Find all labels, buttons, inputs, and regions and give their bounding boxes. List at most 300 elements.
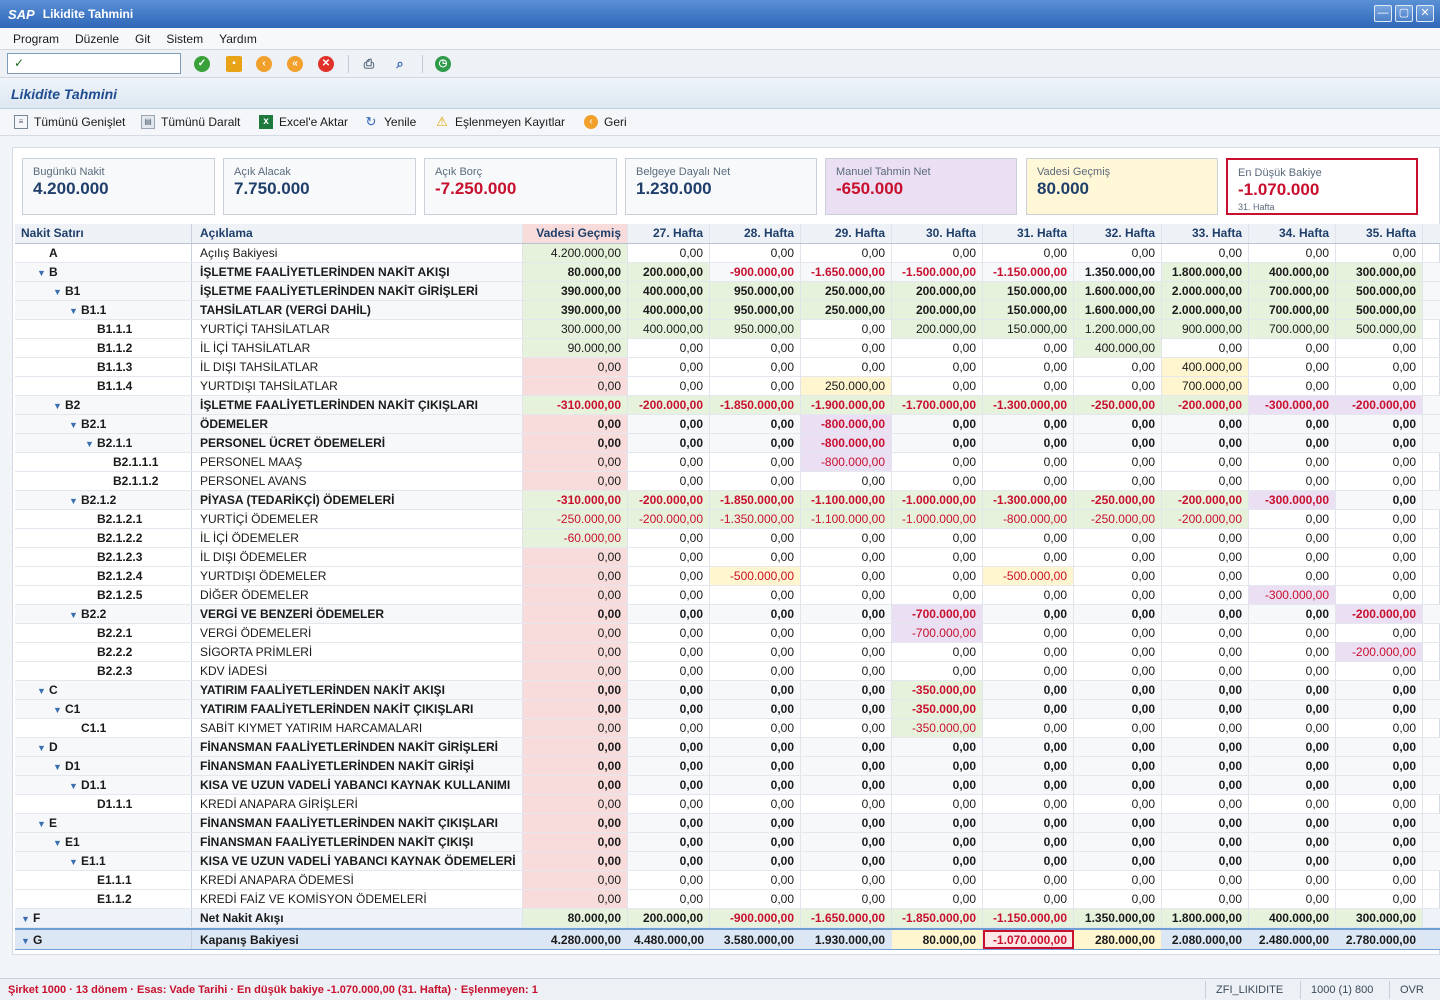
value-cell[interactable]: 0,00 bbox=[1074, 662, 1162, 680]
value-cell[interactable]: 0,00 bbox=[710, 244, 801, 262]
value-cell[interactable]: 400.000,00 bbox=[1249, 263, 1336, 281]
value-cell[interactable]: 2.080.000,00 bbox=[1162, 930, 1249, 949]
value-cell[interactable]: 700.000,00 bbox=[1162, 377, 1249, 395]
value-cell[interactable]: -500.000,00 bbox=[710, 567, 801, 585]
value-cell[interactable]: 3.580.000,00 bbox=[710, 930, 801, 949]
value-cell[interactable]: 400.000,00 bbox=[1162, 358, 1249, 376]
value-cell[interactable]: 0,00 bbox=[523, 852, 628, 870]
expand-caret-icon[interactable]: ▼ bbox=[37, 686, 46, 696]
table-row[interactable] bbox=[15, 548, 1440, 567]
row-code[interactable] bbox=[15, 662, 192, 680]
value-cell[interactable]: 0,00 bbox=[1336, 377, 1423, 395]
row-code[interactable] bbox=[15, 282, 192, 300]
value-cell[interactable]: 0,00 bbox=[801, 244, 892, 262]
value-cell[interactable]: 0,00 bbox=[1074, 605, 1162, 623]
value-cell[interactable]: 0,00 bbox=[1249, 871, 1336, 889]
value-cell[interactable]: 0,00 bbox=[710, 453, 801, 471]
value-cell[interactable]: 0,00 bbox=[1336, 681, 1423, 699]
value-cell[interactable]: -800.000,00 bbox=[801, 415, 892, 433]
value-cell[interactable]: 0,00 bbox=[1249, 434, 1336, 452]
value-cell[interactable]: 0,00 bbox=[892, 339, 983, 357]
expand-caret-icon[interactable]: ▼ bbox=[21, 914, 30, 924]
back-button[interactable]: ‹ Geri bbox=[584, 115, 627, 129]
value-cell[interactable]: 0,00 bbox=[1074, 624, 1162, 642]
value-cell[interactable]: 390.000,00 bbox=[523, 301, 628, 319]
expand-caret-icon[interactable]: ▼ bbox=[69, 610, 78, 620]
value-cell[interactable]: 0,00 bbox=[1162, 833, 1249, 851]
value-cell[interactable]: 0,00 bbox=[1074, 738, 1162, 756]
value-cell[interactable]: 150.000,00 bbox=[983, 282, 1074, 300]
value-cell[interactable]: 0,00 bbox=[1162, 795, 1249, 813]
value-cell[interactable]: 0,00 bbox=[983, 890, 1074, 908]
value-cell[interactable]: 0,00 bbox=[801, 567, 892, 585]
value-cell[interactable]: 0,00 bbox=[1074, 643, 1162, 661]
value-cell[interactable]: 950.000,00 bbox=[710, 301, 801, 319]
value-cell[interactable]: -310.000,00 bbox=[523, 491, 628, 509]
value-cell[interactable]: 0,00 bbox=[983, 852, 1074, 870]
value-cell[interactable]: 0,00 bbox=[892, 529, 983, 547]
value-cell[interactable]: 1.200.000,00 bbox=[1074, 320, 1162, 338]
value-cell[interactable]: 0,00 bbox=[1074, 358, 1162, 376]
value-cell[interactable]: 0,00 bbox=[801, 529, 892, 547]
value-cell[interactable]: -1.700.000,00 bbox=[892, 396, 983, 414]
row-code[interactable] bbox=[15, 377, 192, 395]
value-cell[interactable]: 0,00 bbox=[523, 700, 628, 718]
table-row[interactable] bbox=[15, 833, 1440, 852]
row-code[interactable] bbox=[15, 415, 192, 433]
value-cell[interactable]: 0,00 bbox=[1074, 586, 1162, 604]
value-cell[interactable]: 0,00 bbox=[1162, 776, 1249, 794]
value-cell[interactable]: 0,00 bbox=[1336, 833, 1423, 851]
row-code[interactable] bbox=[15, 681, 192, 699]
value-cell[interactable]: 0,00 bbox=[892, 662, 983, 680]
value-cell[interactable]: 0,00 bbox=[1162, 339, 1249, 357]
value-cell[interactable]: 0,00 bbox=[983, 472, 1074, 490]
expand-caret-icon[interactable]: ▼ bbox=[69, 857, 78, 867]
value-cell[interactable]: 0,00 bbox=[801, 339, 892, 357]
row-code[interactable] bbox=[15, 301, 192, 319]
value-cell[interactable]: 0,00 bbox=[801, 681, 892, 699]
value-cell[interactable]: 0,00 bbox=[983, 244, 1074, 262]
value-cell[interactable]: -1.070.000,00 bbox=[983, 930, 1074, 949]
value-cell[interactable]: -1.650.000,00 bbox=[801, 263, 892, 281]
value-cell[interactable]: 0,00 bbox=[1074, 700, 1162, 718]
value-cell[interactable]: 4.200.000,00 bbox=[523, 244, 628, 262]
value-cell[interactable]: 0,00 bbox=[892, 738, 983, 756]
value-cell[interactable]: -700.000,00 bbox=[892, 605, 983, 623]
value-cell[interactable]: 0,00 bbox=[983, 358, 1074, 376]
value-cell[interactable]: 0,00 bbox=[1074, 529, 1162, 547]
value-cell[interactable]: 0,00 bbox=[1249, 510, 1336, 528]
value-cell[interactable]: 0,00 bbox=[1336, 529, 1423, 547]
value-cell[interactable]: -900.000,00 bbox=[710, 909, 801, 927]
table-row[interactable] bbox=[15, 605, 1440, 624]
value-cell[interactable]: 0,00 bbox=[523, 586, 628, 604]
column-header[interactable]: 28. Hafta bbox=[710, 224, 801, 243]
table-row[interactable] bbox=[15, 263, 1440, 282]
close-window-button[interactable]: ✕ bbox=[1416, 5, 1434, 22]
row-code[interactable] bbox=[15, 358, 192, 376]
value-cell[interactable]: 80.000,00 bbox=[523, 263, 628, 281]
value-cell[interactable]: 500.000,00 bbox=[1336, 301, 1423, 319]
value-cell[interactable]: 0,00 bbox=[1336, 795, 1423, 813]
value-cell[interactable]: 4.480.000,00 bbox=[628, 930, 710, 949]
menu-duzenle[interactable]: Düzenle bbox=[75, 31, 120, 46]
value-cell[interactable]: 0,00 bbox=[892, 453, 983, 471]
value-cell[interactable]: 0,00 bbox=[710, 415, 801, 433]
refresh-button[interactable]: ↻ Yenile bbox=[365, 114, 417, 129]
value-cell[interactable]: 0,00 bbox=[628, 700, 710, 718]
value-cell[interactable]: 0,00 bbox=[1074, 795, 1162, 813]
row-code[interactable] bbox=[15, 339, 192, 357]
row-code[interactable] bbox=[15, 776, 192, 794]
row-code[interactable] bbox=[15, 643, 192, 661]
value-cell[interactable]: 0,00 bbox=[1074, 814, 1162, 832]
value-cell[interactable]: 0,00 bbox=[628, 339, 710, 357]
value-cell[interactable]: 0,00 bbox=[983, 415, 1074, 433]
table-row[interactable] bbox=[15, 586, 1440, 605]
value-cell[interactable]: 0,00 bbox=[983, 700, 1074, 718]
value-cell[interactable]: 0,00 bbox=[1162, 681, 1249, 699]
back-nav-icon[interactable]: ‹ bbox=[256, 56, 272, 72]
value-cell[interactable]: 150.000,00 bbox=[983, 301, 1074, 319]
expand-caret-icon[interactable]: ▼ bbox=[69, 781, 78, 791]
value-cell[interactable]: 0,00 bbox=[1249, 453, 1336, 471]
column-header[interactable]: Nakit Satırı bbox=[15, 224, 192, 243]
value-cell[interactable]: 0,00 bbox=[1336, 548, 1423, 566]
value-cell[interactable]: 0,00 bbox=[1074, 833, 1162, 851]
value-cell[interactable]: 0,00 bbox=[1336, 814, 1423, 832]
expand-caret-icon[interactable]: ▼ bbox=[69, 420, 78, 430]
value-cell[interactable]: 0,00 bbox=[1336, 586, 1423, 604]
value-cell[interactable]: 0,00 bbox=[983, 871, 1074, 889]
value-cell[interactable]: 0,00 bbox=[628, 871, 710, 889]
value-cell[interactable]: 0,00 bbox=[801, 320, 892, 338]
value-cell[interactable]: 500.000,00 bbox=[1336, 320, 1423, 338]
value-cell[interactable]: 0,00 bbox=[983, 434, 1074, 452]
value-cell[interactable]: 0,00 bbox=[1249, 681, 1336, 699]
value-cell[interactable]: 0,00 bbox=[801, 738, 892, 756]
value-cell[interactable]: -1.150.000,00 bbox=[983, 263, 1074, 281]
value-cell[interactable]: 0,00 bbox=[1336, 662, 1423, 680]
column-header[interactable]: 33. Hafta bbox=[1162, 224, 1249, 243]
minimize-button[interactable]: — bbox=[1374, 5, 1392, 22]
menu-yardim[interactable]: Yardım bbox=[219, 31, 257, 46]
row-code[interactable] bbox=[15, 510, 192, 528]
table-row[interactable] bbox=[15, 529, 1440, 548]
expand-caret-icon[interactable]: ▼ bbox=[53, 762, 62, 772]
value-cell[interactable]: 0,00 bbox=[1162, 871, 1249, 889]
value-cell[interactable]: -250.000,00 bbox=[1074, 510, 1162, 528]
value-cell[interactable]: 0,00 bbox=[892, 776, 983, 794]
table-row[interactable] bbox=[15, 472, 1440, 491]
value-cell[interactable]: 0,00 bbox=[892, 833, 983, 851]
table-row[interactable] bbox=[15, 624, 1440, 643]
column-header[interactable]: 34. Hafta bbox=[1249, 224, 1336, 243]
value-cell[interactable]: 0,00 bbox=[892, 244, 983, 262]
value-cell[interactable]: 0,00 bbox=[628, 852, 710, 870]
value-cell[interactable]: 0,00 bbox=[710, 738, 801, 756]
value-cell[interactable]: 200.000,00 bbox=[628, 263, 710, 281]
value-cell[interactable]: -200.000,00 bbox=[628, 491, 710, 509]
value-cell[interactable]: 0,00 bbox=[628, 662, 710, 680]
row-code[interactable] bbox=[15, 434, 192, 452]
value-cell[interactable]: 0,00 bbox=[628, 814, 710, 832]
value-cell[interactable]: 0,00 bbox=[1162, 434, 1249, 452]
value-cell[interactable]: 0,00 bbox=[1249, 472, 1336, 490]
value-cell[interactable]: 0,00 bbox=[523, 814, 628, 832]
value-cell[interactable]: -60.000,00 bbox=[523, 529, 628, 547]
row-code[interactable] bbox=[15, 320, 192, 338]
value-cell[interactable]: 0,00 bbox=[1336, 339, 1423, 357]
value-cell[interactable]: 0,00 bbox=[983, 662, 1074, 680]
value-cell[interactable]: 0,00 bbox=[892, 643, 983, 661]
value-cell[interactable]: 0,00 bbox=[801, 757, 892, 775]
value-cell[interactable]: 0,00 bbox=[1249, 814, 1336, 832]
value-cell[interactable]: 0,00 bbox=[628, 681, 710, 699]
value-cell[interactable]: 0,00 bbox=[710, 757, 801, 775]
value-cell[interactable]: 1.930.000,00 bbox=[801, 930, 892, 949]
value-cell[interactable]: 0,00 bbox=[628, 244, 710, 262]
row-code[interactable] bbox=[15, 909, 192, 927]
value-cell[interactable]: 0,00 bbox=[1336, 700, 1423, 718]
row-code[interactable] bbox=[15, 567, 192, 585]
value-cell[interactable]: -300.000,00 bbox=[1249, 396, 1336, 414]
menu-sistem[interactable]: Sistem bbox=[166, 31, 204, 46]
value-cell[interactable]: 700.000,00 bbox=[1249, 282, 1336, 300]
value-cell[interactable]: 0,00 bbox=[628, 795, 710, 813]
table-row[interactable] bbox=[15, 757, 1440, 776]
value-cell[interactable]: 0,00 bbox=[710, 472, 801, 490]
table-row[interactable] bbox=[15, 415, 1440, 434]
table-row[interactable] bbox=[15, 909, 1440, 928]
row-code[interactable] bbox=[15, 757, 192, 775]
value-cell[interactable]: 0,00 bbox=[1162, 662, 1249, 680]
table-row[interactable] bbox=[15, 662, 1440, 681]
value-cell[interactable]: 0,00 bbox=[710, 795, 801, 813]
table-row[interactable] bbox=[15, 795, 1440, 814]
value-cell[interactable]: 0,00 bbox=[983, 757, 1074, 775]
expand-caret-icon[interactable]: ▼ bbox=[53, 401, 62, 411]
table-row[interactable] bbox=[15, 396, 1440, 415]
row-code[interactable] bbox=[15, 491, 192, 509]
expand-caret-icon[interactable]: ▼ bbox=[85, 439, 94, 449]
table-row[interactable] bbox=[15, 814, 1440, 833]
value-cell[interactable]: 0,00 bbox=[1249, 719, 1336, 737]
export-excel-button[interactable]: x Excel'e Aktar bbox=[259, 115, 348, 129]
value-cell[interactable]: 300.000,00 bbox=[1336, 263, 1423, 281]
row-code[interactable] bbox=[15, 453, 192, 471]
value-cell[interactable]: 0,00 bbox=[1249, 624, 1336, 642]
value-cell[interactable]: 0,00 bbox=[628, 890, 710, 908]
value-cell[interactable]: 0,00 bbox=[710, 605, 801, 623]
value-cell[interactable]: 0,00 bbox=[523, 548, 628, 566]
value-cell[interactable]: 0,00 bbox=[710, 377, 801, 395]
value-cell[interactable]: 0,00 bbox=[1074, 776, 1162, 794]
value-cell[interactable]: 0,00 bbox=[1074, 472, 1162, 490]
value-cell[interactable]: 0,00 bbox=[1162, 757, 1249, 775]
table-row[interactable] bbox=[15, 871, 1440, 890]
cancel-icon[interactable]: ✕ bbox=[318, 56, 334, 72]
table-row[interactable] bbox=[15, 358, 1440, 377]
value-cell[interactable]: 0,00 bbox=[1074, 415, 1162, 433]
value-cell[interactable]: 0,00 bbox=[1074, 548, 1162, 566]
value-cell[interactable]: 0,00 bbox=[892, 890, 983, 908]
value-cell[interactable]: 0,00 bbox=[1249, 377, 1336, 395]
row-code[interactable] bbox=[15, 244, 192, 262]
row-code[interactable] bbox=[15, 263, 192, 281]
value-cell[interactable]: 0,00 bbox=[892, 548, 983, 566]
value-cell[interactable]: 0,00 bbox=[1336, 757, 1423, 775]
menu-git[interactable]: Git bbox=[135, 31, 151, 46]
value-cell[interactable]: 2.480.000,00 bbox=[1249, 930, 1336, 949]
value-cell[interactable]: 0,00 bbox=[523, 757, 628, 775]
table-row[interactable] bbox=[15, 643, 1440, 662]
value-cell[interactable]: -300.000,00 bbox=[1249, 491, 1336, 509]
value-cell[interactable]: 0,00 bbox=[892, 434, 983, 452]
clock-icon[interactable]: ◷ bbox=[435, 56, 451, 72]
row-code[interactable] bbox=[15, 833, 192, 851]
table-row[interactable] bbox=[15, 776, 1440, 795]
value-cell[interactable]: 0,00 bbox=[710, 814, 801, 832]
value-cell[interactable]: 0,00 bbox=[983, 738, 1074, 756]
row-code[interactable] bbox=[15, 738, 192, 756]
value-cell[interactable]: 0,00 bbox=[1162, 415, 1249, 433]
value-cell[interactable]: 0,00 bbox=[983, 377, 1074, 395]
value-cell[interactable]: 0,00 bbox=[801, 472, 892, 490]
value-cell[interactable]: 0,00 bbox=[1162, 472, 1249, 490]
expand-caret-icon[interactable]: ▼ bbox=[53, 705, 62, 715]
value-cell[interactable]: 0,00 bbox=[801, 548, 892, 566]
table-row[interactable] bbox=[15, 434, 1440, 453]
value-cell[interactable]: 0,00 bbox=[710, 358, 801, 376]
value-cell[interactable]: -250.000,00 bbox=[1074, 396, 1162, 414]
value-cell[interactable]: 0,00 bbox=[892, 567, 983, 585]
row-code[interactable] bbox=[15, 930, 192, 949]
value-cell[interactable]: 0,00 bbox=[523, 643, 628, 661]
value-cell[interactable]: 0,00 bbox=[983, 586, 1074, 604]
value-cell[interactable]: 80.000,00 bbox=[523, 909, 628, 927]
value-cell[interactable]: 950.000,00 bbox=[710, 320, 801, 338]
value-cell[interactable]: -900.000,00 bbox=[710, 263, 801, 281]
value-cell[interactable]: 0,00 bbox=[710, 871, 801, 889]
value-cell[interactable]: 0,00 bbox=[1249, 339, 1336, 357]
value-cell[interactable]: 0,00 bbox=[892, 852, 983, 870]
expand-all-button[interactable]: ≡ Tümünü Genişlet bbox=[14, 115, 125, 129]
value-cell[interactable]: 0,00 bbox=[1249, 567, 1336, 585]
value-cell[interactable]: 0,00 bbox=[1162, 605, 1249, 623]
value-cell[interactable]: 0,00 bbox=[1249, 700, 1336, 718]
command-field[interactable]: ✓ bbox=[7, 53, 181, 74]
enter-check-icon[interactable]: ✓ bbox=[194, 56, 210, 72]
value-cell[interactable]: 0,00 bbox=[1249, 643, 1336, 661]
value-cell[interactable]: 280.000,00 bbox=[1074, 930, 1162, 949]
value-cell[interactable]: 0,00 bbox=[628, 377, 710, 395]
value-cell[interactable]: 0,00 bbox=[523, 662, 628, 680]
value-cell[interactable]: 0,00 bbox=[1249, 548, 1336, 566]
expand-caret-icon[interactable]: ▼ bbox=[53, 287, 62, 297]
value-cell[interactable]: 0,00 bbox=[1162, 852, 1249, 870]
value-cell[interactable]: 0,00 bbox=[628, 529, 710, 547]
value-cell[interactable]: 0,00 bbox=[1162, 548, 1249, 566]
column-header[interactable]: Açıklama bbox=[192, 224, 523, 243]
value-cell[interactable]: -800.000,00 bbox=[801, 434, 892, 452]
value-cell[interactable]: 0,00 bbox=[1336, 567, 1423, 585]
value-cell[interactable]: 0,00 bbox=[628, 833, 710, 851]
value-cell[interactable]: 0,00 bbox=[710, 434, 801, 452]
value-cell[interactable]: 0,00 bbox=[628, 358, 710, 376]
value-cell[interactable]: 0,00 bbox=[1162, 453, 1249, 471]
table-row[interactable] bbox=[15, 282, 1440, 301]
value-cell[interactable]: 0,00 bbox=[710, 852, 801, 870]
value-cell[interactable]: 0,00 bbox=[801, 358, 892, 376]
value-cell[interactable]: 0,00 bbox=[801, 814, 892, 832]
value-cell[interactable]: 0,00 bbox=[1074, 890, 1162, 908]
value-cell[interactable]: -200.000,00 bbox=[628, 510, 710, 528]
value-cell[interactable]: 500.000,00 bbox=[1336, 282, 1423, 300]
value-cell[interactable]: 0,00 bbox=[892, 415, 983, 433]
expand-caret-icon[interactable]: ▼ bbox=[69, 496, 78, 506]
value-cell[interactable]: 0,00 bbox=[1249, 605, 1336, 623]
value-cell[interactable]: 0,00 bbox=[710, 833, 801, 851]
value-cell[interactable]: 0,00 bbox=[892, 814, 983, 832]
value-cell[interactable]: 0,00 bbox=[523, 795, 628, 813]
value-cell[interactable]: -800.000,00 bbox=[983, 510, 1074, 528]
column-header[interactable]: 27. Hafta bbox=[628, 224, 710, 243]
value-cell[interactable]: 0,00 bbox=[892, 586, 983, 604]
value-cell[interactable]: 390.000,00 bbox=[523, 282, 628, 300]
value-cell[interactable]: 0,00 bbox=[710, 624, 801, 642]
value-cell[interactable]: 4.280.000,00 bbox=[523, 930, 628, 949]
value-cell[interactable]: 0,00 bbox=[983, 719, 1074, 737]
value-cell[interactable]: -200.000,00 bbox=[1336, 643, 1423, 661]
value-cell[interactable]: -200.000,00 bbox=[628, 396, 710, 414]
expand-caret-icon[interactable]: ▼ bbox=[21, 936, 30, 946]
value-cell[interactable]: 0,00 bbox=[523, 871, 628, 889]
value-cell[interactable]: 0,00 bbox=[1162, 244, 1249, 262]
maximize-button[interactable]: ▢ bbox=[1395, 5, 1413, 22]
table-row[interactable] bbox=[15, 244, 1440, 263]
column-header[interactable]: 30. Hafta bbox=[892, 224, 983, 243]
value-cell[interactable]: 0,00 bbox=[628, 434, 710, 452]
row-code[interactable] bbox=[15, 719, 192, 737]
value-cell[interactable]: 0,00 bbox=[1336, 244, 1423, 262]
value-cell[interactable]: 0,00 bbox=[628, 719, 710, 737]
value-cell[interactable]: 0,00 bbox=[1074, 244, 1162, 262]
value-cell[interactable]: 0,00 bbox=[983, 795, 1074, 813]
table-row[interactable] bbox=[15, 738, 1440, 757]
value-cell[interactable]: 0,00 bbox=[628, 453, 710, 471]
value-cell[interactable]: 0,00 bbox=[892, 871, 983, 889]
value-cell[interactable]: -250.000,00 bbox=[1074, 491, 1162, 509]
value-cell[interactable]: 0,00 bbox=[523, 776, 628, 794]
value-cell[interactable]: 0,00 bbox=[1074, 719, 1162, 737]
value-cell[interactable]: 0,00 bbox=[983, 548, 1074, 566]
value-cell[interactable]: 0,00 bbox=[628, 738, 710, 756]
row-code[interactable] bbox=[15, 814, 192, 832]
value-cell[interactable]: 0,00 bbox=[628, 643, 710, 661]
value-cell[interactable]: -500.000,00 bbox=[983, 567, 1074, 585]
value-cell[interactable]: 0,00 bbox=[1249, 852, 1336, 870]
row-code[interactable] bbox=[15, 529, 192, 547]
value-cell[interactable]: 0,00 bbox=[523, 738, 628, 756]
value-cell[interactable]: 700.000,00 bbox=[1249, 320, 1336, 338]
value-cell[interactable]: 0,00 bbox=[801, 776, 892, 794]
row-code[interactable] bbox=[15, 605, 192, 623]
value-cell[interactable]: -310.000,00 bbox=[523, 396, 628, 414]
value-cell[interactable]: 0,00 bbox=[628, 776, 710, 794]
value-cell[interactable]: 1.350.000,00 bbox=[1074, 263, 1162, 281]
